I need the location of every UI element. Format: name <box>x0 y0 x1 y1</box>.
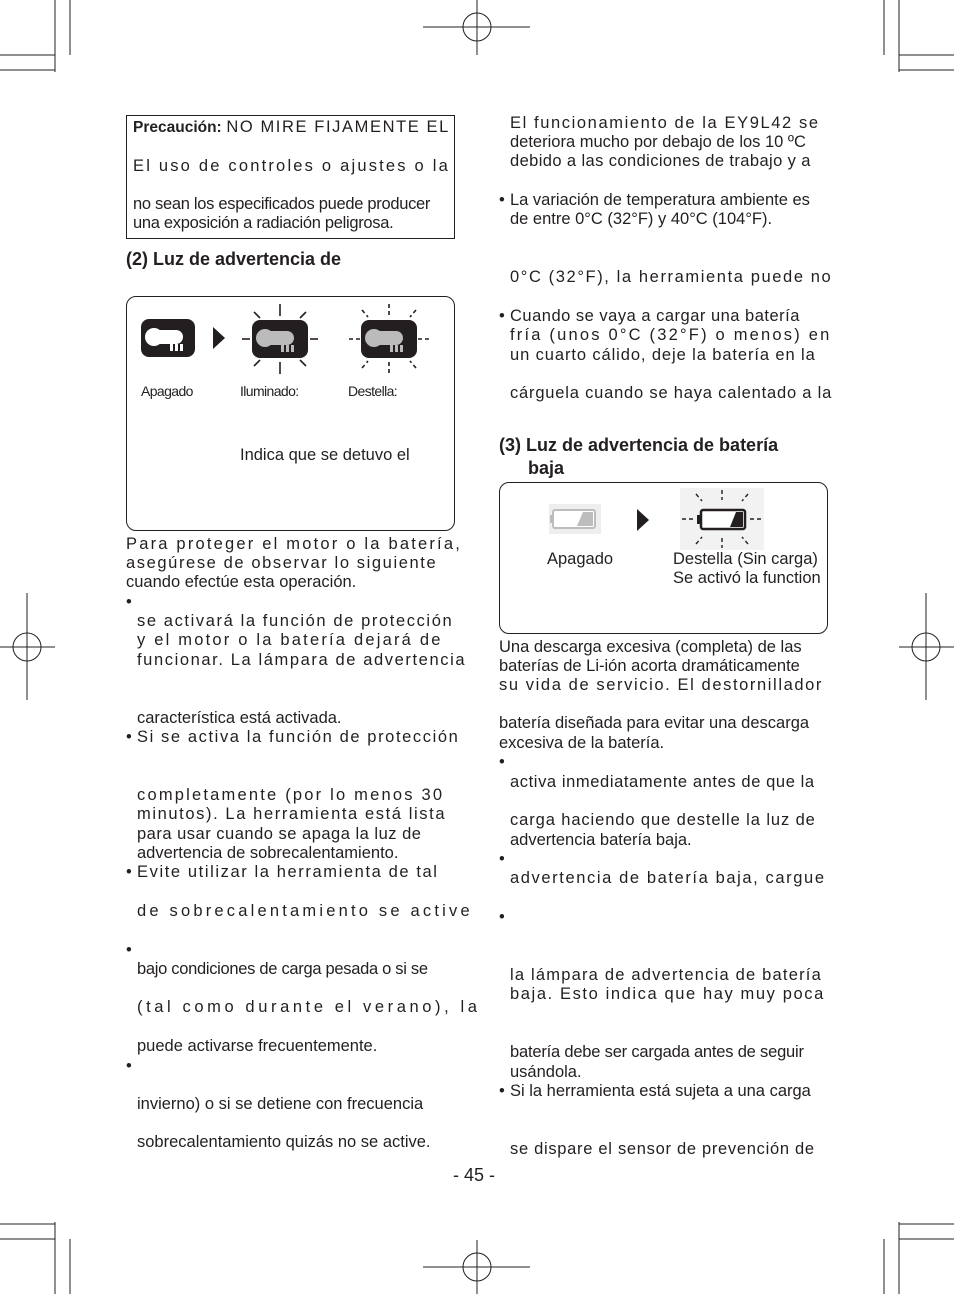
left-b3-bullet: • <box>126 863 132 881</box>
caution-line1-text: NO MIRE FIJAMENTE EL <box>226 118 450 136</box>
right-b3-line2: carga haciendo que destelle la luz de <box>510 811 816 829</box>
right-b1-bullet: • <box>499 191 505 209</box>
right-b2-bullet: • <box>499 307 505 325</box>
right-b5-line1: la lámpara de advertencia de batería <box>510 966 822 984</box>
right-p3-line5: excesiva de la batería. <box>499 734 665 752</box>
left-b5-bullet: • <box>126 1057 132 1075</box>
right-b6-line1: Si la herramienta está sujeta a una carga <box>510 1082 811 1100</box>
left-b2-line4: para usar cuando se apaga la luz de <box>137 825 422 843</box>
page-number: - 45 - <box>453 1165 496 1185</box>
battery-state-activated: Se activó la function <box>673 569 821 587</box>
right-b1-line1: La variación de temperatura ambiente es <box>510 191 810 209</box>
right-p1-line3: debido a las condiciones de trabajo y a <box>510 152 811 170</box>
left-b2-line3: minutos). La herramienta está lista <box>137 805 447 823</box>
right-b6-bullet: • <box>499 1082 505 1100</box>
left-b3-line1: Evite utilizar la herramienta de tal <box>137 863 439 881</box>
battery-blink-icon <box>680 488 764 550</box>
left-p1-line3: cuando efectúe esta operación. <box>126 573 357 591</box>
left-b2-line1: Si se activa la función de protección <box>137 728 460 746</box>
right-p3-line2: baterías de Li-ión acorta dramáticamente <box>499 657 800 675</box>
battery-state-blink: Destella (Sin carga) <box>673 550 818 568</box>
left-p1-line1: Para proteger el motor o la batería, <box>126 535 463 553</box>
right-p3-line3: su vida de servicio. El destornillador <box>499 676 824 694</box>
section2-heading: (2) Luz de advertencia de <box>126 249 342 269</box>
section3-heading-line1: (3) Luz de advertencia de batería <box>499 435 779 455</box>
caution-line3: no sean los especificados puede producer <box>133 195 431 213</box>
left-b5-line2: sobrecalentamiento quizás no se active. <box>137 1133 431 1151</box>
section3-heading-line2: baja <box>528 458 565 478</box>
right-p3-line1: Una descarga excesiva (completa) de las <box>499 638 802 656</box>
right-b6-line2: se dispare el sensor de prevención de <box>510 1140 815 1158</box>
overheat-lamp-off-icon <box>140 318 196 358</box>
right-p1-line2: deteriora mucho por debajo de los 10 ºC <box>510 133 806 151</box>
caution-line4: una exposición a radiación peligrosa. <box>133 214 394 232</box>
right-b5-line4: usándola. <box>510 1063 582 1081</box>
right-b5-line2: baja. Esto indica que hay muy poca <box>510 985 825 1003</box>
right-b4-line1: advertencia de batería baja, cargue <box>510 869 826 887</box>
right-b5-line3: batería debe ser cargada antes de seguir <box>510 1043 804 1061</box>
left-b1-line3: funcionar. La lámpara de advertencia <box>137 651 467 669</box>
left-b3-line2: de sobrecalentamiento se active <box>137 902 473 920</box>
overheat-lamp-lit-icon <box>240 302 320 376</box>
right-b3-bullet: • <box>499 753 505 771</box>
caution-line2: El uso de controles o ajustes o la <box>133 157 450 175</box>
caution-line1 <box>133 118 450 138</box>
right-b5-bullet: • <box>499 908 505 926</box>
caution-label: Precaución: <box>133 119 222 136</box>
left-b4-line2: (tal como durante el verano), la <box>137 998 481 1016</box>
lamp-state-off: Apagado <box>141 383 193 399</box>
left-b2-line5: advertencia de sobrecalentamiento. <box>137 844 399 862</box>
left-b2-line2: completamente (por lo menos 30 <box>137 786 445 804</box>
right-b2-line1: Cuando se vaya a cargar una batería <box>510 307 800 325</box>
left-b1-line4: característica está activada. <box>137 709 342 727</box>
right-b1-line2: de entre 0°C (32°F) y 40°C (104°F). <box>510 210 773 228</box>
right-b3-line1: activa inmediatamente antes de que la <box>510 773 815 791</box>
arrow-right-icon <box>212 326 226 350</box>
right-b2-line3: un cuarto cálido, deje la batería en la <box>510 346 816 364</box>
left-b2-bullet: • <box>126 728 132 746</box>
lamp-state-blink: Destella: <box>348 383 398 399</box>
battery-off-icon <box>549 504 601 534</box>
right-b3-line3: advertencia batería baja. <box>510 831 692 849</box>
left-b4-line1: bajo condiciones de carga pesada o si se <box>137 960 428 978</box>
left-b5-line1: invierno) o si se detiene con frecuencia <box>137 1095 424 1113</box>
left-b1-line2: y el motor o la batería dejará de <box>137 631 443 649</box>
overheat-lamp-blink-icon <box>348 302 430 376</box>
battery-state-off: Apagado <box>547 550 614 568</box>
lamp-indicates-text: Indica que se detuvo el <box>240 446 410 464</box>
right-p2: 0°C (32°F), la herramienta puede no <box>510 268 833 286</box>
left-b4-line3: puede activarse frecuentemente. <box>137 1037 378 1055</box>
left-b1-line1: se activará la función de protección <box>137 612 454 630</box>
right-b2-line2: fría (unos 0°C (32°F) o menos) en <box>510 326 832 344</box>
right-p3-line4: batería diseñada para evitar una descarga <box>499 714 810 732</box>
left-b1-bullet: • <box>126 593 132 611</box>
lamp-state-lit: Iluminado: <box>240 383 299 399</box>
left-p1-line2: asegúrese de observar lo siguiente <box>126 554 438 572</box>
right-b2-line4: cárguela cuando se haya calentado a la <box>510 384 833 402</box>
right-p1-line1: El funcionamiento de la EY9L42 se <box>510 114 820 132</box>
left-b4-bullet: • <box>126 941 132 959</box>
right-b4-bullet: • <box>499 850 505 868</box>
arrow-right-icon <box>636 508 650 532</box>
